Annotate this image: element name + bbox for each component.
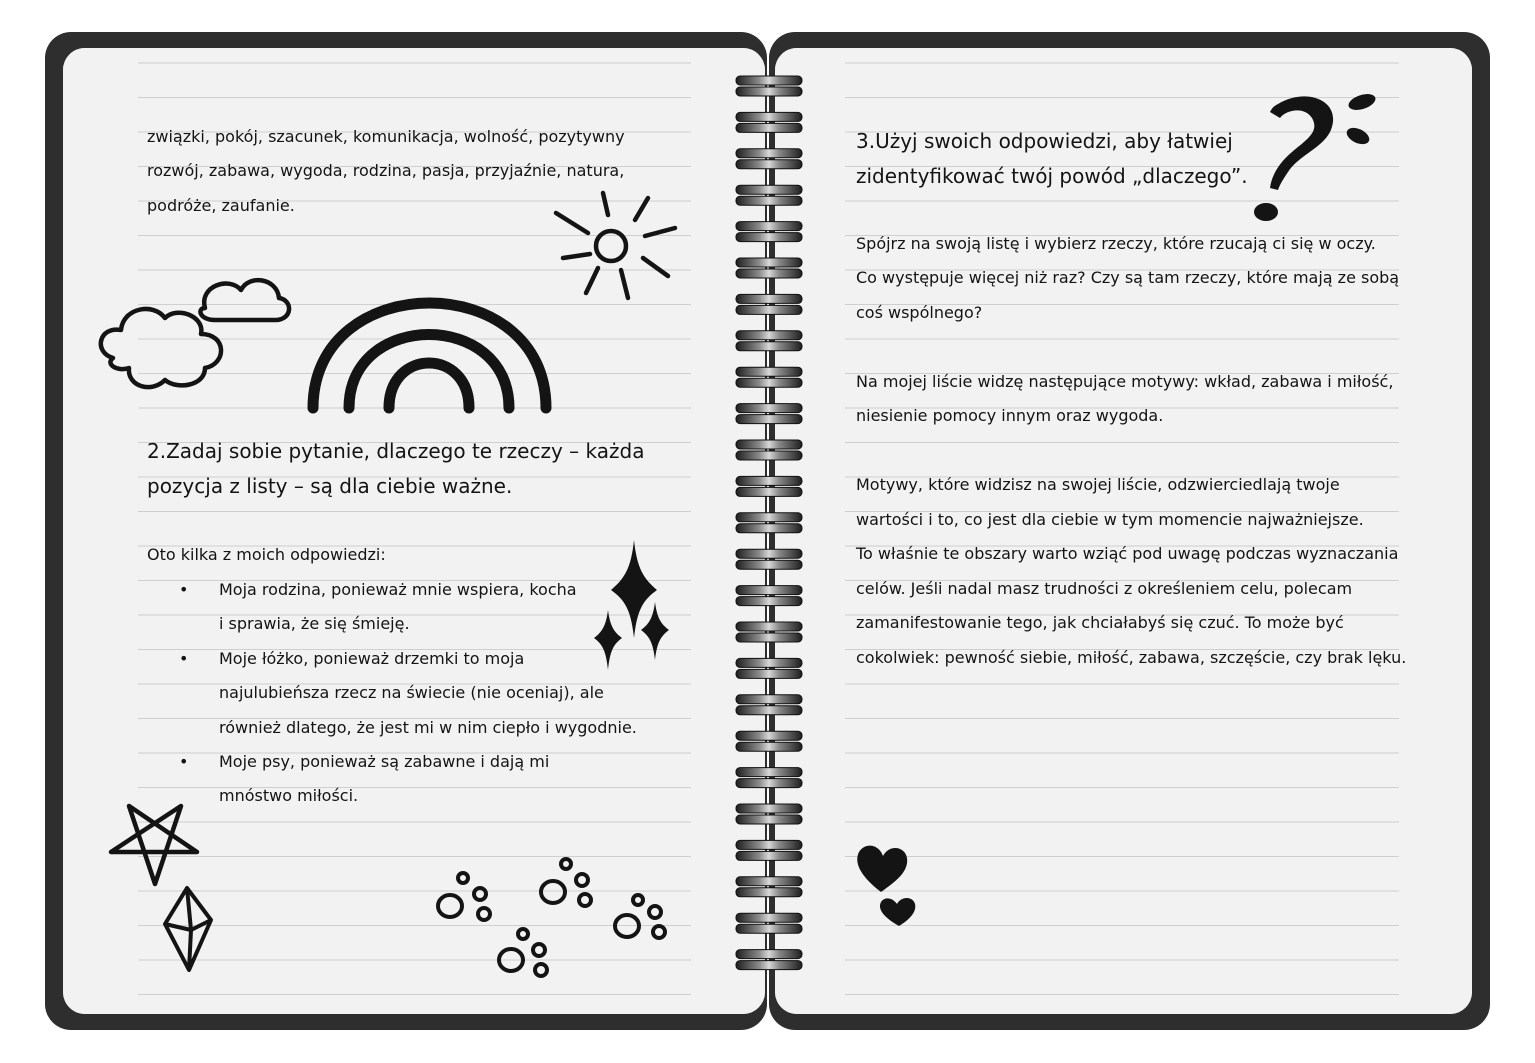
spiral-ring (736, 950, 802, 970)
spiral-ring (736, 404, 802, 424)
spiral-ring (736, 258, 802, 278)
spiral-ring (736, 549, 802, 569)
list-item (179, 745, 637, 814)
spiral-ring (736, 476, 802, 496)
bullet-dot: • (179, 580, 189, 599)
values-line-2: rozwój, zabawa, wygoda, rodzina, pasja, przyjaźnie, natura, (147, 161, 625, 180)
section-3-heading-line-2: zidentyfikować twój powód „dlaczego”. (856, 164, 1248, 188)
section-2-heading-line-1: 2.Zadaj sobie pytanie, dlaczego te rzeczy – każda (147, 439, 645, 463)
spiral-ring (736, 294, 802, 314)
crystal-icon (159, 884, 221, 974)
spiral-ring (736, 149, 802, 169)
star-icon (107, 800, 203, 888)
paragraph-3-line-1: Motywy, które widzisz na swojej liście, odzwierciedlają twoje (856, 475, 1340, 494)
sun-icon (553, 188, 683, 308)
paragraph-1-line-1: Spójrz na swoją listę i wybierz rzeczy, które rzucają ci się w oczy. (856, 234, 1376, 253)
spiral-ring (736, 185, 802, 205)
spiral-ring (736, 840, 802, 860)
paragraph-1-line-2: Co występuje więcej niż raz? Czy są tam rzeczy, które mają ze sobą (856, 268, 1400, 287)
spiral-ring (736, 331, 802, 351)
paragraph-2-line-2: niesienie pomocy innym oraz wygoda. (856, 406, 1164, 425)
spiral-ring (736, 622, 802, 642)
values-line-1: związki, pokój, szacunek, komunikacja, wolność, pozytywny (147, 127, 625, 146)
rainbow-icon (301, 280, 556, 425)
spiral-binding (736, 70, 802, 985)
values-line-3: podróże, zaufanie. (147, 196, 295, 215)
section-3-heading-line-1: 3.Użyj swoich odpowiedzi, aby łatwiej (856, 129, 1233, 153)
paragraph-3-line-2: wartości i to, co jest dla ciebie w tym momencie najważniejsze. (856, 510, 1364, 529)
list-item-line: mnóstwo miłości. (219, 786, 359, 806)
list-item-line: Moja rodzina, ponieważ mnie wspiera, kocha (219, 580, 577, 599)
list-item (179, 642, 637, 745)
answers-list (179, 573, 637, 814)
list-item-line: również dlatego, że jest mi w nim ciepło i wygodnie. (219, 717, 637, 737)
list-item-line: najulubieńsza rzecz na świecie (nie oceniaj), ale (219, 683, 604, 703)
bullet-dot: • (179, 648, 189, 668)
list-item-line: i sprawia, że się śmieję. (219, 614, 410, 634)
spiral-ring (736, 731, 802, 751)
spiral-ring (736, 76, 802, 96)
left-page (63, 48, 765, 1014)
spiral-ring (736, 658, 802, 678)
spiral-ring (736, 513, 802, 533)
heart-icon (855, 840, 925, 930)
spiral-ring (736, 768, 802, 788)
spiral-ring (736, 804, 802, 824)
spiral-ring (736, 586, 802, 606)
paragraph-1-line-3: coś wspólnego? (856, 303, 983, 322)
spiral-ring (736, 367, 802, 387)
spiral-ring (736, 222, 802, 242)
spiral-ring (736, 695, 802, 715)
paragraph-3-line-3: To właśnie te obszary warto wziąć pod uwagę podczas wyznaczania (856, 544, 1399, 563)
section-2-heading-line-2: pozycja z listy – są dla ciebie ważne. (147, 474, 513, 498)
spiral-ring (736, 877, 802, 897)
list-item-line: Moje psy, ponieważ są zabawne i dają mi (219, 752, 550, 772)
list-item-line: Moje łóżko, ponieważ drzemki to moja (219, 648, 525, 668)
paragraph-2-line-1: Na mojej liście widzę następujące motywy: wkład, zabawa i miłość, (856, 372, 1394, 391)
spiral-ring (736, 440, 802, 460)
sparkle-icon (591, 538, 671, 688)
bullet-dot: • (179, 752, 189, 772)
right-page (775, 48, 1472, 1014)
list-item (179, 573, 637, 642)
paragraph-3-line-5: zamanifestowanie tego, jak chciałabyś się czuć. To może być (856, 613, 1344, 632)
answers-intro: Oto kilka z moich odpowiedzi: (147, 545, 386, 564)
spiral-ring (736, 112, 802, 132)
spiral-ring (736, 913, 802, 933)
question-mark-icon (1230, 92, 1380, 222)
dots-icon (433, 854, 673, 984)
paragraph-3-line-4: celów. Jeśli nadal masz trudności z określeniem celu, polecam (856, 579, 1353, 598)
cloud-icon (93, 268, 293, 398)
paragraph-3-line-6: cokolwiek: pewność siebie, miłość, zabawa, szczęście, czy brak lęku. (856, 648, 1407, 667)
